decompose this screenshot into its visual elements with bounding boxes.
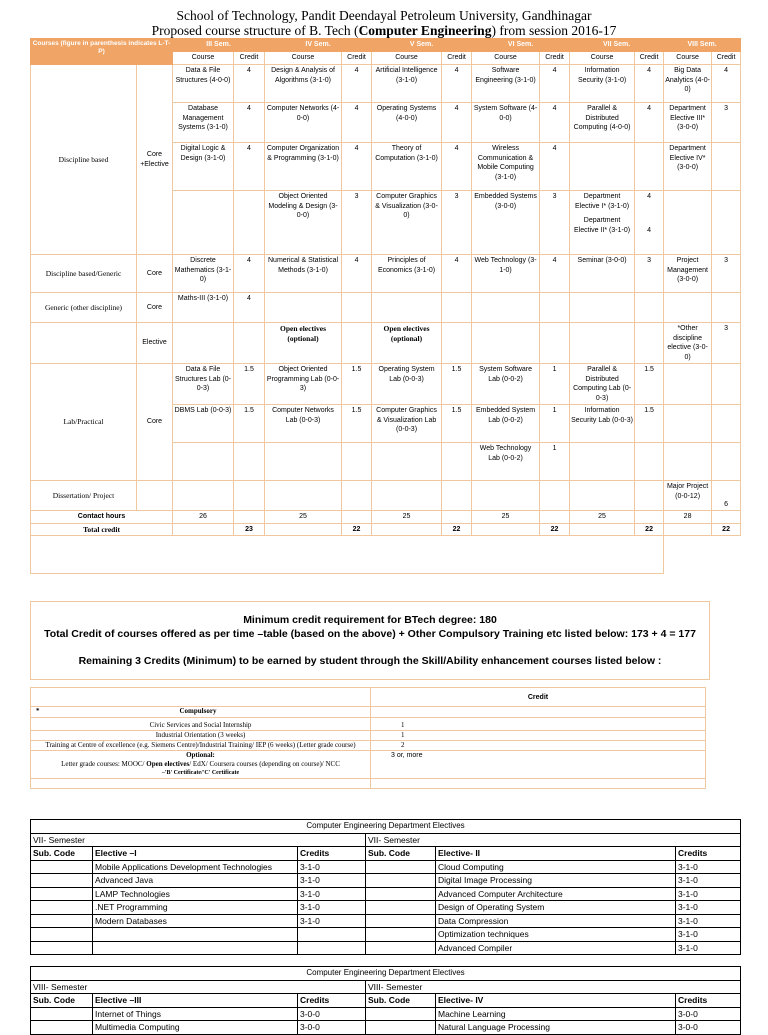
elective-course: .NET Programming [93, 901, 298, 915]
credit-cell: 1.5 [442, 405, 472, 443]
right-semester-label: VII- Semester [366, 833, 741, 847]
min-credit-line: Minimum credit requirement for BTech degree: 180 [243, 614, 497, 626]
course-cell [173, 191, 234, 255]
credit-cell: 1 [540, 443, 570, 481]
elective-course: Mobile Applications Development Technologies [93, 860, 298, 874]
credit-cell: 4 [540, 143, 570, 191]
minimum-credit-box [30, 601, 710, 680]
credit-cell: 3 [712, 103, 741, 143]
left-semester-label: VII- Semester [31, 833, 366, 847]
course-cell: *Other discipline elective (3-0-0) [664, 323, 712, 364]
optional-certificate: –'B' Certificate/'C' Certificate [161, 770, 240, 776]
credit-cell [635, 143, 664, 191]
credit-cell: 4 [342, 103, 372, 143]
course-cell [570, 191, 635, 255]
contact-hours-label: Contact hours [31, 511, 173, 524]
credits-header: Credits [298, 994, 366, 1008]
credit-cell: 1 [540, 364, 570, 405]
elective-course: Design of Operating System [436, 901, 676, 915]
course-cell: Data & File Structures Lab (0-0-3) [173, 364, 234, 405]
elective-course: Modern Databases [93, 914, 298, 928]
elective-course: Data Compression [436, 914, 676, 928]
credit-cell: 4 [442, 103, 472, 143]
compulsory-credit-table [30, 687, 706, 789]
credit-col-header: Credit [234, 52, 265, 65]
credit-cell: 4 [234, 143, 265, 191]
blank-row [31, 536, 741, 574]
course-cell: Object Oriented Programming Lab (0-0-3) [265, 364, 342, 405]
credit-cell: 6 [712, 481, 741, 511]
category-discipline-based: Discipline based [31, 65, 137, 255]
right-semester-label: VIII- Semester [366, 980, 741, 994]
title-program: Computer Engineering [358, 23, 492, 38]
credit-table-blank [31, 688, 371, 707]
elective-credit: 3-1-0 [298, 860, 366, 874]
elective-credit: 3-1-0 [676, 914, 741, 928]
industrial-orientation-label: Industrial Orientation (3 weeks) [31, 731, 371, 741]
course-cell: Computer Networks Lab (0-0-3) [265, 405, 342, 443]
elective-credit: 3-1-0 [676, 887, 741, 901]
credit-cell [234, 191, 265, 255]
sem-vii-header: VII Sem. [570, 39, 664, 52]
course-col-header: Course [372, 52, 442, 65]
credit-cell: 3 [712, 255, 741, 293]
credit-cell [712, 191, 741, 255]
course-row [31, 364, 741, 405]
credit-cell: 4 [234, 65, 265, 103]
elective-credit: 3-1-0 [298, 874, 366, 888]
credits-header: Credits [676, 847, 741, 861]
credit-column-header: Credit [371, 688, 706, 707]
school-title: School of Technology, Pandit Deendayal Petroleum University, Gandhinagar [176, 8, 592, 23]
course-cell: Database Management Systems (3-1-0) [173, 103, 234, 143]
course-col-header: Course [472, 52, 540, 65]
type-core: Core [137, 364, 173, 481]
course-cell: Seminar (3-0-0) [570, 255, 635, 293]
total-credit-value: 22 [342, 523, 372, 536]
course-cell: Data & File Structures (4-0-0) [173, 65, 234, 103]
elective-course: Multimedia Computing [93, 1021, 298, 1035]
course-row [31, 293, 741, 323]
course-cell: Design & Analysis of Algorithms (3-1-0) [265, 65, 342, 103]
sem-vi-header: VI Sem. [472, 39, 570, 52]
contact-hours-value: 25 [372, 511, 442, 524]
total-credit-line: Total Credit of courses offered as per time –table (based on the above) + Other Compulsory Training etc listed below: 173 + 4 = 177 [44, 628, 696, 640]
course-cell: Embedded System Lab (0-0-2) [472, 405, 540, 443]
contact-hours-value: 25 [570, 511, 635, 524]
optional-credit: 3 or, more [371, 751, 706, 779]
subcode-header: Sub. Code [366, 847, 436, 861]
elective-credit: 3-1-0 [676, 928, 741, 942]
credit-cell: 4 [342, 65, 372, 103]
course-cell: Big Data Analytics (4-0-0) [664, 65, 712, 103]
contact-hours-value: 25 [472, 511, 540, 524]
credit-cell: 4 [234, 255, 265, 293]
optional-cell [31, 751, 371, 779]
elective-course: LAMP Technologies [93, 887, 298, 901]
course-cell: Parallel & Distributed Computing Lab (0-0-3) [570, 364, 635, 405]
course-cell: Software Engineering (3-1-0) [472, 65, 540, 103]
sem-v-header: V Sem. [372, 39, 472, 52]
credits-header: Credits [676, 994, 741, 1008]
credit-col-header: Credit [635, 52, 664, 65]
course-cell: Embedded Systems (3-0-0) [472, 191, 540, 255]
elective-credit: 3-1-0 [676, 941, 741, 955]
elective-i-header: Elective –I [93, 847, 298, 861]
sem-iii-header: III Sem. [173, 39, 265, 52]
course-cell: Principles of Economics (3-1-0) [372, 255, 442, 293]
elective-course: Internet of Things [93, 1007, 298, 1021]
credit-cell: 4 [540, 65, 570, 103]
credit-cell: 4 [635, 65, 664, 103]
civic-services-label: Civic Services and Social Internship [31, 718, 371, 731]
credit-cell: 1.5 [635, 405, 664, 443]
elective-credit: 3-1-0 [298, 901, 366, 915]
course-cell: Operating Systems (4-0-0) [372, 103, 442, 143]
credit-cell: 1.5 [234, 405, 265, 443]
corner-header: Courses (figure in parenthesis indicates L-T-P) [31, 39, 173, 65]
credit-cell: 4 [540, 103, 570, 143]
contact-hours-row [31, 511, 741, 524]
total-credit-value: 23 [234, 523, 265, 536]
semester-header-row [31, 39, 741, 52]
type-core: Core [137, 293, 173, 323]
elective-credit: 3-0-0 [676, 1007, 741, 1021]
industrial-orientation-credit: 1 [371, 731, 706, 741]
credit-cell: 4 [342, 143, 372, 191]
course-structure-title [0, 23, 768, 39]
course-cell: Web Technology Lab (0-0-2) [472, 443, 540, 481]
elective-credit: 3-1-0 [298, 914, 366, 928]
elective-credit: 3-1-0 [676, 901, 741, 915]
course-cell: System Software Lab (0-0-2) [472, 364, 540, 405]
elective-ii-header: Elective- II [436, 847, 676, 861]
credit-cell: 3 [442, 191, 472, 255]
credit-cell: 3 [540, 191, 570, 255]
credits-header: Credits [298, 847, 366, 861]
compulsory-label: Compulsory [179, 707, 217, 715]
dept-elective-ii-credit: 4 [647, 226, 652, 234]
credit-cell: 1.5 [635, 364, 664, 405]
course-cell: Computer Networks (4-0-0) [265, 103, 342, 143]
course-cell: Department Elective IV* (3-0-0) [664, 143, 712, 191]
course-cell [570, 143, 635, 191]
credit-cell: 3 [342, 191, 372, 255]
credit-cell: 4 [442, 143, 472, 191]
course-cell: Wireless Communication & Mobile Computing (3-1-0) [472, 143, 540, 191]
total-credit-label: Total credit [31, 523, 173, 536]
course-row [31, 323, 741, 364]
elective-credit: 3-1-0 [676, 860, 741, 874]
open-electives-iv: Open electives (optional) [265, 323, 342, 364]
elective-course: Advanced Compiler [436, 941, 676, 955]
title-prefix: Proposed course structure of B. Tech ( [151, 23, 359, 38]
course-col-header: Course [265, 52, 342, 65]
sem-iv-header: IV Sem. [265, 39, 372, 52]
credit-cell [635, 191, 664, 255]
course-cell: DBMS Lab (0-0-3) [173, 405, 234, 443]
electives-table-viii [30, 966, 741, 1035]
subcode-header: Sub. Code [31, 994, 93, 1008]
credit-cell: 4 [234, 293, 265, 323]
course-cell: Computer Graphics & Visualization Lab (0-0-3) [372, 405, 442, 443]
type-core-elective: Core +Elective [137, 65, 173, 255]
elective-course: Optimization techniques [436, 928, 676, 942]
elective-credit: 3-0-0 [676, 1021, 741, 1035]
course-cell: Maths-III (3-1-0) [173, 293, 234, 323]
credit-cell: 1.5 [442, 364, 472, 405]
elective-iii-header: Elective –III [93, 994, 298, 1008]
course-row [31, 255, 741, 293]
course-col-header: Course [173, 52, 234, 65]
contact-hours-value: 28 [664, 511, 712, 524]
course-cell: Artificial Intelligence (3-1-0) [372, 65, 442, 103]
civic-services-credit: 1 [371, 718, 706, 731]
elective-course: Natural Language Processing [436, 1021, 676, 1035]
course-row [31, 481, 741, 511]
course-cell: Information Security (3-1-0) [570, 65, 635, 103]
course-cell: Major Project (0-0-12) [664, 481, 712, 511]
open-electives-v: Open electives (optional) [372, 323, 442, 364]
elective-course: Cloud Computing [436, 860, 676, 874]
subcode-header: Sub. Code [31, 847, 93, 861]
elective-course: Machine Learning [436, 1007, 676, 1021]
electives-table-vii [30, 819, 741, 955]
electives-title: Computer Engineering Department Electives [31, 820, 741, 834]
course-cell: Web Technology (3-1-0) [472, 255, 540, 293]
category-discipline-generic: Discipline based/Generic [31, 255, 137, 293]
dept-elective-i: Department Elective I* (3-1-0) [575, 193, 630, 210]
elective-credit: 3-1-0 [298, 887, 366, 901]
course-cell: Digital Logic & Design (3-1-0) [173, 143, 234, 191]
credit-cell: 4 [442, 65, 472, 103]
compulsory-heading [31, 707, 371, 718]
credit-col-header: Credit [342, 52, 372, 65]
course-cell: Information Security Lab (0-0-3) [570, 405, 635, 443]
dept-elective-i-credit: 4 [647, 193, 652, 200]
title-suffix: ) from session 2016-17 [491, 23, 617, 38]
credit-cell [712, 143, 741, 191]
elective-credit: 3-1-0 [676, 874, 741, 888]
course-cell: Project Management (3-0-0) [664, 255, 712, 293]
contact-hours-value: 26 [173, 511, 234, 524]
elective-credit: 3-0-0 [298, 1021, 366, 1035]
category-dissertation: Dissertation/ Project [31, 481, 137, 511]
course-cell: Computer Organization & Programming (3-1-0) [265, 143, 342, 191]
optional-label: Optional: [186, 751, 215, 759]
sem-viii-header: VIII Sem. [664, 39, 741, 52]
optional-pre: Letter grade courses: MOOC/ [61, 760, 147, 768]
total-credit-row [31, 523, 741, 536]
elective-course: Advanced Computer Architecture [436, 887, 676, 901]
elective-course: Advanced Java [93, 874, 298, 888]
credit-cell: 4 [442, 255, 472, 293]
course-cell: Computer Graphics & Visualization (3-0-0) [372, 191, 442, 255]
optional-post: / EdX/ Coursera courses (depending on course)/ NCC [189, 760, 340, 768]
course-cell: Discrete Mathematics (3-1-0) [173, 255, 234, 293]
elective-credit: 3-0-0 [298, 1007, 366, 1021]
credit-col-header: Credit [540, 52, 570, 65]
category-blank [31, 323, 137, 364]
elective-iv-header: Elective- IV [436, 994, 676, 1008]
category-lab: Lab/Practical [31, 364, 137, 481]
total-credit-value: 22 [635, 523, 664, 536]
credit-cell: 4 [712, 65, 741, 103]
course-cell: Operating System Lab (0-0-3) [372, 364, 442, 405]
training-credit: 2 [371, 741, 706, 751]
course-cell: Object Oriented Modeling & Design (3-0-0) [265, 191, 342, 255]
course-cell: Parallel & Distributed Computing (4-0-0) [570, 103, 635, 143]
course-col-header: Course [570, 52, 635, 65]
total-credit-value: 22 [540, 523, 570, 536]
type-elective: Elective [137, 323, 173, 364]
electives-title: Computer Engineering Department Electives [31, 967, 741, 981]
credit-cell: 4 [234, 103, 265, 143]
training-label: Training at Centre of excellence (e.g. Siemens Centre)/Industrial Training/ IEP (6 weeks) (Letter grade course) [31, 741, 371, 751]
credit-cell: 4 [635, 103, 664, 143]
credit-cell: 1 [540, 405, 570, 443]
credit-cell: 3 [635, 255, 664, 293]
optional-description [32, 760, 369, 769]
total-credit-value: 22 [712, 523, 741, 536]
credit-cell: 4 [342, 255, 372, 293]
remaining-credit-line: Remaining 3 Credits (Minimum) to be earned by student through the Skill/Ability enhancement courses listed below : [78, 655, 662, 667]
elective-course: Digital Image Processing [436, 874, 676, 888]
course-cell [664, 191, 712, 255]
type-core: Core [137, 255, 173, 293]
credit-col-header: Credit [712, 52, 741, 65]
left-semester-label: VIII- Semester [31, 980, 366, 994]
credit-cell: 4 [540, 255, 570, 293]
credit-cell: 1.5 [234, 364, 265, 405]
course-row [31, 65, 741, 103]
subcode-header: Sub. Code [366, 994, 436, 1008]
contact-hours-value: 25 [265, 511, 342, 524]
dept-elective-ii: Department Elective II* (3-1-0) [574, 217, 631, 234]
credit-cell: 3 [712, 323, 741, 364]
total-credit-value: 22 [442, 523, 472, 536]
credit-cell: 1.5 [342, 364, 372, 405]
category-generic-other: Generic (other discipline) [31, 293, 137, 323]
credit-col-header: Credit [442, 52, 472, 65]
course-cell: Theory of Computation (3-1-0) [372, 143, 442, 191]
course-cell: System Software (4-0-0) [472, 103, 540, 143]
optional-open-electives: Open electives [146, 760, 190, 768]
star-marker: * [36, 707, 40, 715]
course-cell: Numerical & Statistical Methods (3-1-0) [265, 255, 342, 293]
course-cell: Department Elective III* (3-0-0) [664, 103, 712, 143]
course-col-header: Course [664, 52, 712, 65]
course-structure-table [30, 38, 741, 574]
credit-cell: 1.5 [342, 405, 372, 443]
